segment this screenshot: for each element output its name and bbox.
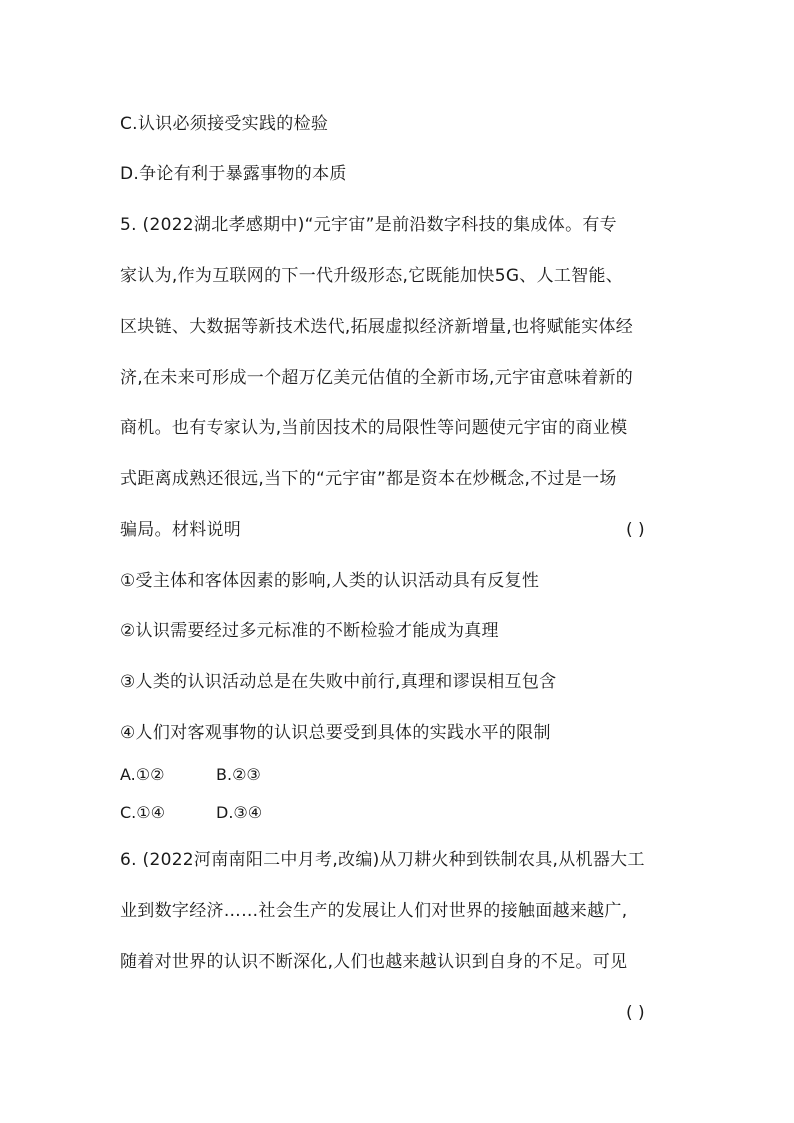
q5-stem-line-3: 区块链、大数据等新技术迭代,拓展虚拟经济新增量,也将赋能实体经 — [120, 317, 634, 337]
q6-stem-line-1: 6. (2022河南南阳二中月考,改编)从刀耕火种到铁制农具,从机器大工 — [120, 850, 645, 870]
q5-statement-1: ①受主体和客体因素的影响,人类的认识活动具有反复性 — [120, 571, 540, 591]
q5-option-d: D.③④ — [216, 803, 263, 822]
q5-stem-line-7: 骗局。材料说明 — [120, 520, 242, 540]
q5-stem-line-4: 济,在未来可形成一个超万亿美元估值的全新市场,元宇宙意味着新的 — [120, 368, 634, 388]
q5-statement-4: ④人们对客观事物的认识总要受到具体的实践水平的限制 — [120, 723, 551, 743]
q5-stem-line-5: 商机。也有专家认为,当前因技术的局限性等问题使元宇宙的商业模 — [120, 418, 628, 438]
q5-options-row-1 — [120, 764, 261, 786]
q5-stem-line-6: 式距离成熟还很远,当下的“元宇宙”都是资本在炒概念,不过是一场 — [120, 469, 617, 489]
prev-option-d: D.争论有利于暴露事物的本质 — [120, 164, 347, 184]
q5-option-a: A.①② — [120, 765, 165, 784]
q6-answer-bracket: ( ) — [626, 1003, 645, 1023]
q5-stem-line-1: 5. (2022湖北孝感期中)“元宇宙”是前沿数字科技的集成体。有专 — [120, 215, 617, 235]
q6-stem-line-3: 随着对世界的认识不断深化,人们也越来越认识到自身的不足。可见 — [120, 952, 628, 972]
q5-statement-2: ②认识需要经过多元标准的不断检验才能成为真理 — [120, 621, 499, 641]
q5-option-c: C.①④ — [120, 803, 165, 822]
q6-stem-line-2: 业到数字经济……社会生产的发展让人们对世界的接触面越来越广, — [120, 901, 628, 921]
q5-option-b: B.②③ — [216, 765, 261, 784]
q5-answer-bracket: ( ) — [626, 520, 645, 540]
prev-option-c: C.认识必须接受实践的检验 — [120, 114, 329, 134]
q5-statement-3: ③人类的认识活动总是在失败中前行,真理和谬误相互包含 — [120, 672, 557, 692]
q5-options-row-2 — [120, 802, 263, 824]
q5-stem-line-2: 家认为,作为互联网的下一代升级形态,它既能加快5G、人工智能、 — [120, 266, 624, 286]
